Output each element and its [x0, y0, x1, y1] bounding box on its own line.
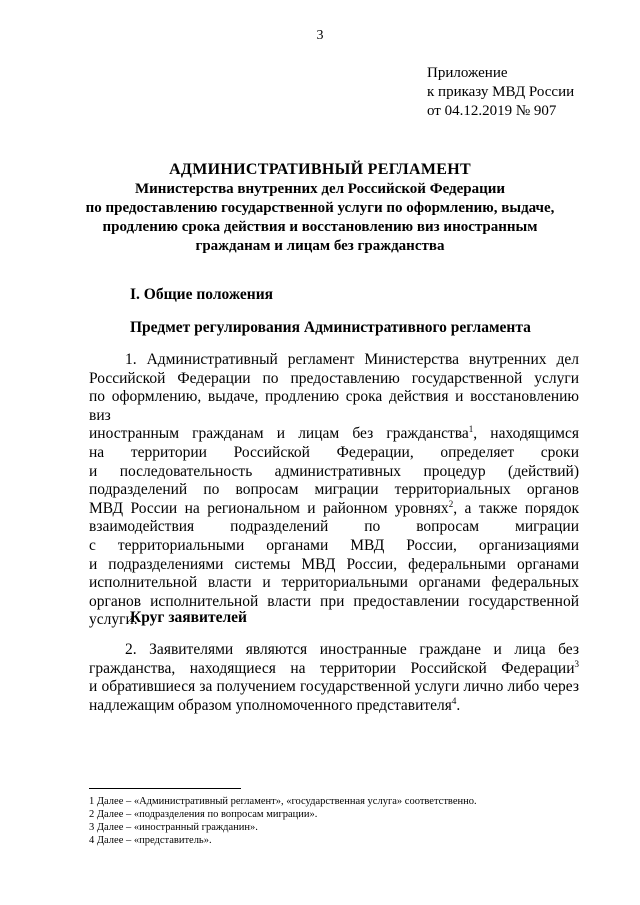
- title-line: по предоставлению государственной услуги по оформлению, выдаче,: [85, 200, 555, 216]
- footnote-ref: 1: [468, 424, 474, 435]
- text-fragment: , а также порядок: [453, 499, 579, 517]
- footnote: 3 Далее – «иностранный гражданин».: [89, 822, 258, 833]
- text-line: подразделений по вопросам миграции территориальных органов: [89, 481, 579, 499]
- text-line: 1. Административный регламент Министерства внутренних дел: [125, 351, 579, 368]
- text-fragment: гражданства, находящиеся на территории Российской Федерации: [89, 659, 575, 677]
- text-line: [89, 500, 579, 519]
- title-line: продлению срока действия и восстановлению виз иностранным: [102, 219, 538, 235]
- section-heading: I. Общие положения: [130, 286, 274, 303]
- footnote-ref: 4: [451, 695, 457, 706]
- footnote: 2 Далее – «подразделения по вопросам миграции».: [89, 809, 318, 820]
- document-title: [60, 160, 580, 256]
- footnote: 1 Далее – «Административный регламент», «государственная услуга» соответственно.: [89, 796, 477, 807]
- paragraph-1: [89, 351, 579, 630]
- text-line: и обратившиеся за получением государственной услуги лично либо через: [89, 678, 579, 696]
- text-line: [89, 660, 579, 679]
- appendix-line: к приказу МВД России: [427, 84, 575, 100]
- text-line: исполнительной власти и территориальными органами федеральных: [89, 574, 579, 592]
- subsection-heading: Предмет регулирования Административного регламента: [130, 319, 531, 336]
- text-line: [89, 697, 579, 716]
- title-line: гражданам и лицам без гражданства: [195, 238, 445, 254]
- text-fragment: иностранным гражданам и лицам без гражданства: [89, 425, 469, 443]
- subsection-heading: Круг заявителей: [130, 609, 247, 626]
- appendix-block: [427, 64, 574, 121]
- text-fragment: , находящимся: [473, 425, 580, 443]
- appendix-line: от 04.12.2019 № 907: [427, 103, 557, 119]
- appendix-line: Приложение: [427, 65, 508, 81]
- text-line: по оформлению, выдаче, продлению срока действия и восстановлению виз: [89, 388, 579, 424]
- footnote-ref: 3: [574, 658, 579, 669]
- title-line: Министерства внутренних дел Российской Федерации: [134, 181, 506, 197]
- text-line: и последовательность административных процедур (действий): [89, 462, 579, 480]
- text-line: на территории Российской Федерации, определяет сроки: [89, 443, 579, 461]
- footnote: 4 Далее – «представитель».: [89, 835, 212, 846]
- text-fragment: МВД России на региональном и районном уровнях: [89, 499, 449, 517]
- paragraph-2: [89, 641, 579, 715]
- text-line: взаимодействия подразделений по вопросам миграции: [89, 518, 579, 536]
- text-line: 2. Заявителями являются иностранные граждане и лица без: [125, 641, 579, 658]
- text-line: услуги.: [89, 611, 138, 629]
- title-main: АДМИНИСТРАТИВНЫЙ РЕГЛАМЕНТ: [169, 161, 471, 178]
- footnote-ref: 2: [448, 498, 454, 509]
- footnotes: [89, 795, 477, 847]
- text-line: [89, 425, 579, 444]
- text-line: органов исполнительной власти при предоставлении государственной: [89, 592, 579, 610]
- text-line: с территориальными органами МВД России, организациями: [89, 536, 579, 554]
- text-line: и подразделениями системы МВД России, федеральными органами: [89, 555, 579, 573]
- text-line: Российской Федерации по предоставлению государственной услуги: [89, 369, 579, 387]
- footnote-divider: [89, 788, 241, 789]
- text-fragment: надлежащим образом уполномоченного представителя: [89, 696, 452, 714]
- page-number: 3: [316, 28, 324, 43]
- text-fragment: .: [456, 696, 461, 714]
